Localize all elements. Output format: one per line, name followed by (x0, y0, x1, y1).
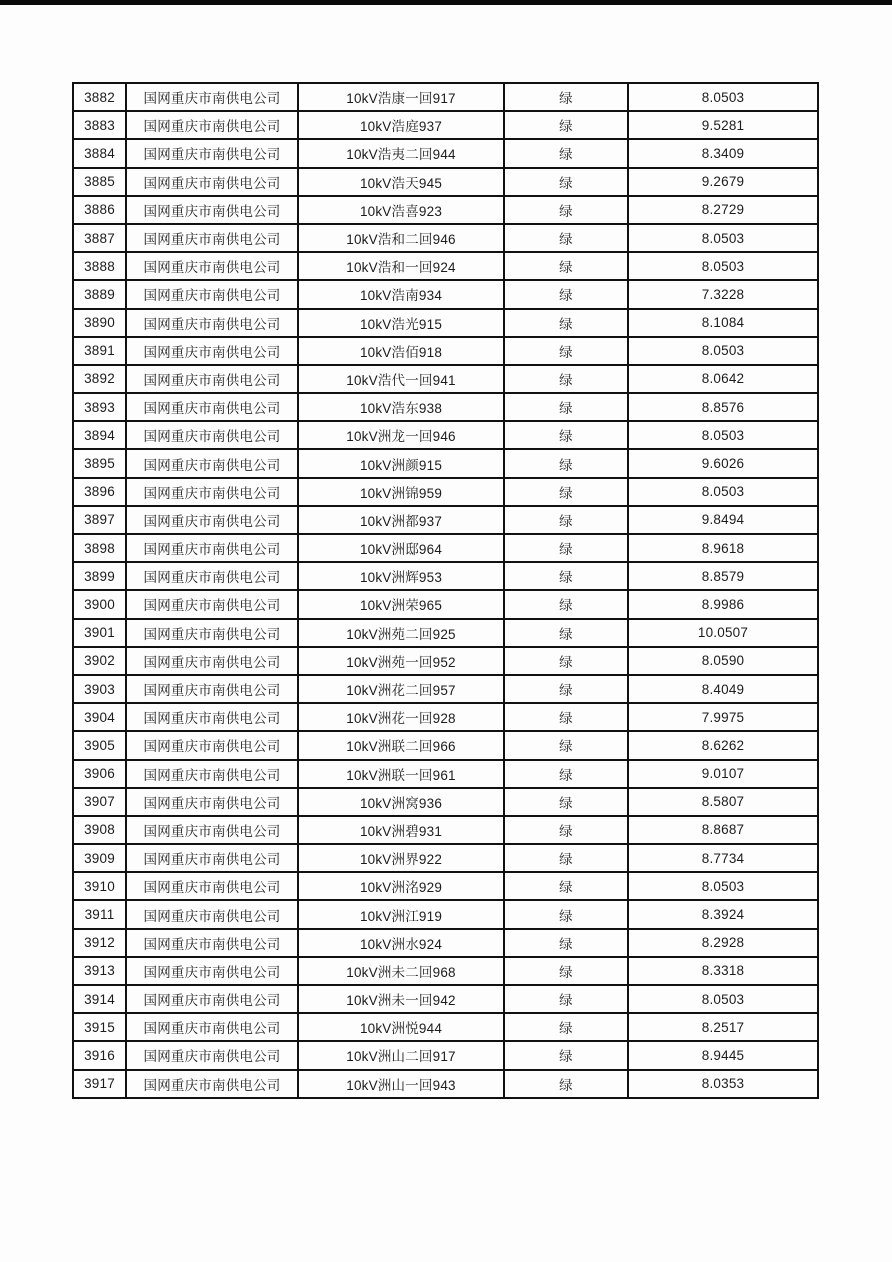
company-cell: 国网重庆市南供电公司 (126, 1041, 298, 1069)
table-row (73, 1070, 818, 1098)
value-cell: 8.0503 (628, 83, 818, 111)
status-cell: 绿 (504, 590, 628, 618)
value-cell: 8.9618 (628, 534, 818, 562)
row-number-cell: 3894 (73, 421, 126, 449)
value-cell: 8.7734 (628, 844, 818, 872)
power-line-table (72, 82, 819, 1099)
line-name-cell: 10kV浩东938 (298, 393, 504, 421)
company-cell: 国网重庆市南供电公司 (126, 788, 298, 816)
company-cell: 国网重庆市南供电公司 (126, 83, 298, 111)
row-number-cell: 3887 (73, 224, 126, 252)
company-cell: 国网重庆市南供电公司 (126, 252, 298, 280)
table-row (73, 111, 818, 139)
line-name-cell: 10kV洲洺929 (298, 872, 504, 900)
table-row (73, 309, 818, 337)
status-cell: 绿 (504, 506, 628, 534)
table-row (73, 619, 818, 647)
value-cell: 8.8687 (628, 816, 818, 844)
row-number-cell: 3908 (73, 816, 126, 844)
line-name-cell: 10kV洲江919 (298, 900, 504, 928)
status-cell: 绿 (504, 449, 628, 477)
table-row (73, 506, 818, 534)
table-row (73, 703, 818, 731)
company-cell: 国网重庆市南供电公司 (126, 280, 298, 308)
status-cell: 绿 (504, 985, 628, 1013)
table-row (73, 844, 818, 872)
status-cell: 绿 (504, 647, 628, 675)
line-name-cell: 10kV洲水924 (298, 929, 504, 957)
status-cell: 绿 (504, 196, 628, 224)
status-cell: 绿 (504, 1013, 628, 1041)
table-row (73, 957, 818, 985)
line-name-cell: 10kV浩庭937 (298, 111, 504, 139)
value-cell: 9.8494 (628, 506, 818, 534)
row-number-cell: 3917 (73, 1070, 126, 1098)
company-cell: 国网重庆市南供电公司 (126, 196, 298, 224)
row-number-cell: 3890 (73, 309, 126, 337)
company-cell: 国网重庆市南供电公司 (126, 900, 298, 928)
company-cell: 国网重庆市南供电公司 (126, 760, 298, 788)
status-cell: 绿 (504, 1041, 628, 1069)
table-row (73, 816, 818, 844)
table-row (73, 449, 818, 477)
line-name-cell: 10kV洲邸964 (298, 534, 504, 562)
row-number-cell: 3915 (73, 1013, 126, 1041)
company-cell: 国网重庆市南供电公司 (126, 985, 298, 1013)
status-cell: 绿 (504, 393, 628, 421)
line-name-cell: 10kV洲联一回961 (298, 760, 504, 788)
value-cell: 8.0353 (628, 1070, 818, 1098)
company-cell: 国网重庆市南供电公司 (126, 449, 298, 477)
row-number-cell: 3900 (73, 590, 126, 618)
status-cell: 绿 (504, 365, 628, 393)
line-name-cell: 10kV浩天945 (298, 168, 504, 196)
line-name-cell: 10kV浩喜923 (298, 196, 504, 224)
status-cell: 绿 (504, 83, 628, 111)
status-cell: 绿 (504, 760, 628, 788)
status-cell: 绿 (504, 421, 628, 449)
status-cell: 绿 (504, 619, 628, 647)
value-cell: 8.0503 (628, 337, 818, 365)
row-number-cell: 3885 (73, 168, 126, 196)
status-cell: 绿 (504, 139, 628, 167)
value-cell: 8.9986 (628, 590, 818, 618)
table-row (73, 337, 818, 365)
table-row (73, 647, 818, 675)
table-row (73, 1041, 818, 1069)
value-cell: 8.2729 (628, 196, 818, 224)
value-cell: 8.4049 (628, 675, 818, 703)
value-cell: 8.3409 (628, 139, 818, 167)
value-cell: 8.2517 (628, 1013, 818, 1041)
company-cell: 国网重庆市南供电公司 (126, 872, 298, 900)
status-cell: 绿 (504, 816, 628, 844)
row-number-cell: 3883 (73, 111, 126, 139)
company-cell: 国网重庆市南供电公司 (126, 337, 298, 365)
row-number-cell: 3901 (73, 619, 126, 647)
table-row (73, 139, 818, 167)
company-cell: 国网重庆市南供电公司 (126, 506, 298, 534)
table-row (73, 788, 818, 816)
value-cell: 8.5807 (628, 788, 818, 816)
status-cell: 绿 (504, 534, 628, 562)
row-number-cell: 3897 (73, 506, 126, 534)
line-name-cell: 10kV洲山二回917 (298, 1041, 504, 1069)
status-cell: 绿 (504, 280, 628, 308)
status-cell: 绿 (504, 562, 628, 590)
line-name-cell: 10kV浩和一回924 (298, 252, 504, 280)
status-cell: 绿 (504, 788, 628, 816)
company-cell: 国网重庆市南供电公司 (126, 731, 298, 759)
value-cell: 8.0503 (628, 224, 818, 252)
line-name-cell: 10kV洲花一回928 (298, 703, 504, 731)
line-name-cell: 10kV浩和二回946 (298, 224, 504, 252)
table-row (73, 675, 818, 703)
line-name-cell: 10kV洲窝936 (298, 788, 504, 816)
company-cell: 国网重庆市南供电公司 (126, 844, 298, 872)
table-row (73, 83, 818, 111)
value-cell: 8.1084 (628, 309, 818, 337)
line-name-cell: 10kV洲苑二回925 (298, 619, 504, 647)
table-row (73, 1013, 818, 1041)
company-cell: 国网重庆市南供电公司 (126, 111, 298, 139)
company-cell: 国网重庆市南供电公司 (126, 675, 298, 703)
table-row (73, 280, 818, 308)
table-row (73, 534, 818, 562)
value-cell: 8.8579 (628, 562, 818, 590)
company-cell: 国网重庆市南供电公司 (126, 1070, 298, 1098)
table-row (73, 929, 818, 957)
company-cell: 国网重庆市南供电公司 (126, 647, 298, 675)
row-number-cell: 3884 (73, 139, 126, 167)
table-row (73, 731, 818, 759)
line-name-cell: 10kV洲都937 (298, 506, 504, 534)
table-row (73, 224, 818, 252)
company-cell: 国网重庆市南供电公司 (126, 365, 298, 393)
status-cell: 绿 (504, 731, 628, 759)
row-number-cell: 3913 (73, 957, 126, 985)
table-row (73, 872, 818, 900)
row-number-cell: 3904 (73, 703, 126, 731)
value-cell: 8.3924 (628, 900, 818, 928)
line-name-cell: 10kV洲未一回942 (298, 985, 504, 1013)
line-name-cell: 10kV洲锦959 (298, 478, 504, 506)
status-cell: 绿 (504, 309, 628, 337)
value-cell: 8.0642 (628, 365, 818, 393)
value-cell: 8.0503 (628, 985, 818, 1013)
status-cell: 绿 (504, 929, 628, 957)
status-cell: 绿 (504, 224, 628, 252)
value-cell: 8.0590 (628, 647, 818, 675)
line-name-cell: 10kV洲荣965 (298, 590, 504, 618)
value-cell: 7.9975 (628, 703, 818, 731)
line-name-cell: 10kV洲龙一回946 (298, 421, 504, 449)
company-cell: 国网重庆市南供电公司 (126, 562, 298, 590)
table-row (73, 900, 818, 928)
table-row (73, 760, 818, 788)
row-number-cell: 3902 (73, 647, 126, 675)
line-name-cell: 10kV洲界922 (298, 844, 504, 872)
status-cell: 绿 (504, 872, 628, 900)
value-cell: 8.3318 (628, 957, 818, 985)
line-name-cell: 10kV洲苑一回952 (298, 647, 504, 675)
status-cell: 绿 (504, 675, 628, 703)
row-number-cell: 3907 (73, 788, 126, 816)
status-cell: 绿 (504, 957, 628, 985)
value-cell: 8.9445 (628, 1041, 818, 1069)
table-row (73, 985, 818, 1013)
table-row (73, 196, 818, 224)
value-cell: 8.8576 (628, 393, 818, 421)
line-name-cell: 10kV浩佰918 (298, 337, 504, 365)
company-cell: 国网重庆市南供电公司 (126, 619, 298, 647)
company-cell: 国网重庆市南供电公司 (126, 534, 298, 562)
line-name-cell: 10kV浩夷二回944 (298, 139, 504, 167)
table-row (73, 168, 818, 196)
row-number-cell: 3882 (73, 83, 126, 111)
table-row (73, 478, 818, 506)
line-name-cell: 10kV洲未二回968 (298, 957, 504, 985)
value-cell: 8.0503 (628, 252, 818, 280)
value-cell: 8.0503 (628, 872, 818, 900)
row-number-cell: 3898 (73, 534, 126, 562)
company-cell: 国网重庆市南供电公司 (126, 816, 298, 844)
value-cell: 9.5281 (628, 111, 818, 139)
row-number-cell: 3899 (73, 562, 126, 590)
company-cell: 国网重庆市南供电公司 (126, 224, 298, 252)
row-number-cell: 3892 (73, 365, 126, 393)
row-number-cell: 3909 (73, 844, 126, 872)
row-number-cell: 3912 (73, 929, 126, 957)
status-cell: 绿 (504, 478, 628, 506)
value-cell: 8.0503 (628, 478, 818, 506)
row-number-cell: 3911 (73, 900, 126, 928)
table-row (73, 562, 818, 590)
table-body (73, 83, 818, 1098)
row-number-cell: 3914 (73, 985, 126, 1013)
row-number-cell: 3916 (73, 1041, 126, 1069)
line-name-cell: 10kV浩光915 (298, 309, 504, 337)
value-cell: 8.2928 (628, 929, 818, 957)
line-name-cell: 10kV浩南934 (298, 280, 504, 308)
status-cell: 绿 (504, 844, 628, 872)
company-cell: 国网重庆市南供电公司 (126, 590, 298, 618)
row-number-cell: 3905 (73, 731, 126, 759)
company-cell: 国网重庆市南供电公司 (126, 478, 298, 506)
value-cell: 9.2679 (628, 168, 818, 196)
row-number-cell: 3886 (73, 196, 126, 224)
row-number-cell: 3888 (73, 252, 126, 280)
table-row (73, 252, 818, 280)
line-name-cell: 10kV浩代一回941 (298, 365, 504, 393)
company-cell: 国网重庆市南供电公司 (126, 309, 298, 337)
line-name-cell: 10kV洲花二回957 (298, 675, 504, 703)
value-cell: 7.3228 (628, 280, 818, 308)
company-cell: 国网重庆市南供电公司 (126, 1013, 298, 1041)
line-name-cell: 10kV洲悦944 (298, 1013, 504, 1041)
row-number-cell: 3906 (73, 760, 126, 788)
line-name-cell: 10kV洲碧931 (298, 816, 504, 844)
row-number-cell: 3910 (73, 872, 126, 900)
company-cell: 国网重庆市南供电公司 (126, 421, 298, 449)
status-cell: 绿 (504, 168, 628, 196)
row-number-cell: 3893 (73, 393, 126, 421)
status-cell: 绿 (504, 111, 628, 139)
company-cell: 国网重庆市南供电公司 (126, 957, 298, 985)
table-row (73, 393, 818, 421)
line-name-cell: 10kV浩康一回917 (298, 83, 504, 111)
row-number-cell: 3896 (73, 478, 126, 506)
status-cell: 绿 (504, 900, 628, 928)
status-cell: 绿 (504, 1070, 628, 1098)
line-name-cell: 10kV洲颜915 (298, 449, 504, 477)
value-cell: 9.0107 (628, 760, 818, 788)
status-cell: 绿 (504, 337, 628, 365)
company-cell: 国网重庆市南供电公司 (126, 168, 298, 196)
table-row (73, 365, 818, 393)
value-cell: 9.6026 (628, 449, 818, 477)
table-row (73, 590, 818, 618)
status-cell: 绿 (504, 252, 628, 280)
value-cell: 8.0503 (628, 421, 818, 449)
value-cell: 8.6262 (628, 731, 818, 759)
line-name-cell: 10kV洲辉953 (298, 562, 504, 590)
company-cell: 国网重庆市南供电公司 (126, 139, 298, 167)
row-number-cell: 3891 (73, 337, 126, 365)
row-number-cell: 3903 (73, 675, 126, 703)
line-name-cell: 10kV洲联二回966 (298, 731, 504, 759)
line-name-cell: 10kV洲山一回943 (298, 1070, 504, 1098)
company-cell: 国网重庆市南供电公司 (126, 393, 298, 421)
row-number-cell: 3895 (73, 449, 126, 477)
status-cell: 绿 (504, 703, 628, 731)
company-cell: 国网重庆市南供电公司 (126, 703, 298, 731)
row-number-cell: 3889 (73, 280, 126, 308)
table-row (73, 421, 818, 449)
value-cell: 10.0507 (628, 619, 818, 647)
company-cell: 国网重庆市南供电公司 (126, 929, 298, 957)
top-scan-bar (0, 0, 892, 5)
